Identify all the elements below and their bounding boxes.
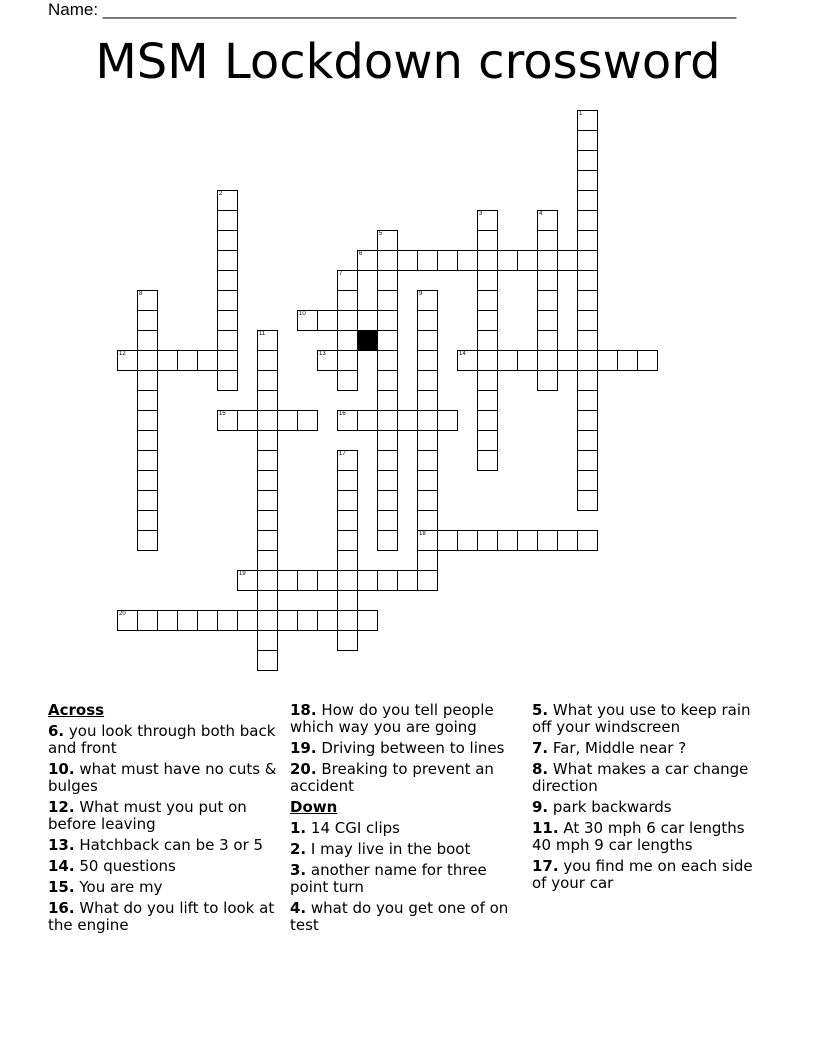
grid-cell[interactable] xyxy=(297,410,318,431)
grid-cell[interactable] xyxy=(257,550,278,571)
grid-cell[interactable] xyxy=(137,610,158,631)
name-field-label: Name: ___________________________________________________________________ xyxy=(48,0,737,19)
grid-cell[interactable] xyxy=(577,250,598,271)
grid-cell[interactable] xyxy=(397,410,418,431)
black-square xyxy=(357,330,378,351)
across-clue-18: 18. How do you tell people which way you are going xyxy=(290,701,494,736)
grid-cell[interactable] xyxy=(337,310,358,331)
grid-cell[interactable] xyxy=(577,370,598,391)
grid-cell[interactable] xyxy=(537,350,558,371)
clue-number-6: 6 xyxy=(359,251,363,257)
clue-number-17: 17 xyxy=(339,451,346,457)
grid-cell[interactable] xyxy=(237,610,258,631)
grid-cell[interactable] xyxy=(577,530,598,551)
grid-cell[interactable] xyxy=(417,250,438,271)
grid-cell[interactable] xyxy=(577,190,598,211)
grid-cell[interactable] xyxy=(477,450,498,471)
clue-number-11: 11 xyxy=(259,331,266,337)
grid-cell[interactable] xyxy=(257,490,278,511)
grid-cell[interactable] xyxy=(417,470,438,491)
grid-cell[interactable] xyxy=(257,390,278,411)
clue-number-16: 16 xyxy=(339,411,346,417)
grid-cell[interactable] xyxy=(157,350,178,371)
down-clue-7: 7. Far, Middle near ? xyxy=(532,739,687,757)
grid-cell[interactable] xyxy=(577,210,598,231)
grid-cell[interactable] xyxy=(557,250,578,271)
grid-cell[interactable] xyxy=(437,530,458,551)
grid-cell[interactable] xyxy=(577,150,598,171)
grid-cell[interactable] xyxy=(417,510,438,531)
down-clue-11: 11. At 30 mph 6 car lengths 40 mph 9 car lengths xyxy=(532,819,745,854)
grid-cell[interactable] xyxy=(377,410,398,431)
grid-cell[interactable] xyxy=(577,330,598,351)
grid-cell[interactable] xyxy=(537,370,558,391)
grid-cell[interactable] xyxy=(477,350,498,371)
across-clue-16: 16. What do you lift to look at the engine xyxy=(48,899,275,934)
grid-cell[interactable] xyxy=(257,530,278,551)
grid-cell[interactable] xyxy=(457,530,478,551)
grid-cell[interactable] xyxy=(417,390,438,411)
down-clue-3: 3. another name for three point turn xyxy=(290,861,487,896)
grid-cell[interactable] xyxy=(577,490,598,511)
grid-cell[interactable] xyxy=(257,510,278,531)
grid-cell[interactable] xyxy=(237,410,258,431)
grid-cell[interactable] xyxy=(577,170,598,191)
clue-number-13: 13 xyxy=(319,351,326,357)
grid-cell[interactable] xyxy=(137,490,158,511)
grid-cell[interactable] xyxy=(497,350,518,371)
grid-cell[interactable] xyxy=(537,270,558,291)
down-heading: Down xyxy=(290,798,338,816)
grid-cell[interactable] xyxy=(417,550,438,571)
clue-number-2: 2 xyxy=(219,191,223,197)
clue-number-12: 12 xyxy=(119,351,126,357)
across-clue-13: 13. Hatchback can be 3 or 5 xyxy=(48,836,264,854)
grid-cell[interactable] xyxy=(257,590,278,611)
grid-cell[interactable] xyxy=(377,490,398,511)
grid-cell[interactable] xyxy=(577,130,598,151)
grid-cell[interactable] xyxy=(217,350,238,371)
grid-cell[interactable] xyxy=(377,470,398,491)
grid-cell[interactable] xyxy=(337,510,358,531)
grid-cell[interactable] xyxy=(257,570,278,591)
grid-cell[interactable] xyxy=(217,270,238,291)
grid-cell[interactable] xyxy=(417,570,438,591)
clue-number-9: 9 xyxy=(419,291,423,297)
down-clue-9: 9. park backwards xyxy=(532,798,672,816)
grid-cell[interactable] xyxy=(377,290,398,311)
grid-cell[interactable] xyxy=(377,390,398,411)
grid-cell[interactable] xyxy=(537,530,558,551)
grid-cell[interactable] xyxy=(417,430,438,451)
grid-cell[interactable] xyxy=(417,330,438,351)
grid-cell[interactable] xyxy=(517,250,538,271)
grid-cell[interactable] xyxy=(397,250,418,271)
grid-cell[interactable] xyxy=(537,310,558,331)
grid-cell[interactable] xyxy=(257,450,278,471)
grid-cell[interactable] xyxy=(577,450,598,471)
across-clue-12: 12. What must you put on before leaving xyxy=(48,798,247,833)
grid-cell[interactable] xyxy=(357,570,378,591)
down-clue-1: 1. 14 CGI clips xyxy=(290,819,400,837)
clue-number-8: 8 xyxy=(139,291,143,297)
grid-cell[interactable] xyxy=(337,610,358,631)
grid-cell[interactable] xyxy=(577,430,598,451)
grid-cell[interactable] xyxy=(257,410,278,431)
grid-cell[interactable] xyxy=(377,530,398,551)
clue-number-3: 3 xyxy=(479,211,483,217)
grid-cell[interactable] xyxy=(217,230,238,251)
grid-cell[interactable] xyxy=(217,310,238,331)
grid-cell[interactable] xyxy=(517,530,538,551)
grid-cell[interactable] xyxy=(517,350,538,371)
grid-cell[interactable] xyxy=(337,370,358,391)
grid-cell[interactable] xyxy=(257,470,278,491)
grid-cell[interactable] xyxy=(137,310,158,331)
grid-cell[interactable] xyxy=(477,430,498,451)
grid-cell[interactable] xyxy=(477,310,498,331)
grid-cell[interactable] xyxy=(477,530,498,551)
down-clue-5: 5. What you use to keep rain off your windscreen xyxy=(532,701,751,736)
across-heading: Across xyxy=(48,701,105,719)
grid-cell[interactable] xyxy=(417,350,438,371)
grid-cell[interactable] xyxy=(477,230,498,251)
grid-cell[interactable] xyxy=(337,550,358,571)
grid-cell[interactable] xyxy=(357,610,378,631)
grid-cell[interactable] xyxy=(197,610,218,631)
down-clue-4: 4. what do you get one of on test xyxy=(290,899,509,934)
grid-cell[interactable] xyxy=(137,430,158,451)
grid-cell[interactable] xyxy=(397,570,418,591)
grid-cell[interactable] xyxy=(137,410,158,431)
grid-cell[interactable] xyxy=(377,350,398,371)
grid-cell[interactable] xyxy=(577,310,598,331)
grid-cell[interactable] xyxy=(297,610,318,631)
grid-cell[interactable] xyxy=(337,630,358,651)
grid-cell[interactable] xyxy=(257,430,278,451)
clue-number-4: 4 xyxy=(539,211,543,217)
down-clue-8: 8. What makes a car change direction xyxy=(532,760,749,795)
grid-cell[interactable] xyxy=(137,390,158,411)
grid-cell[interactable] xyxy=(217,370,238,391)
clue-column-3 xyxy=(532,700,764,892)
grid-cell[interactable] xyxy=(337,490,358,511)
grid-cell[interactable] xyxy=(317,610,338,631)
grid-cell[interactable] xyxy=(317,570,338,591)
grid-cell[interactable] xyxy=(217,250,238,271)
across-clue-14: 14. 50 questions xyxy=(48,857,176,875)
grid-cell[interactable] xyxy=(577,390,598,411)
clue-number-15: 15 xyxy=(219,411,226,417)
grid-cell[interactable] xyxy=(297,570,318,591)
grid-cell[interactable] xyxy=(337,590,358,611)
grid-cell[interactable] xyxy=(137,350,158,371)
grid-cell[interactable] xyxy=(437,410,458,431)
grid-cell[interactable] xyxy=(257,650,278,671)
grid-cell[interactable] xyxy=(217,290,238,311)
grid-cell[interactable] xyxy=(477,290,498,311)
grid-cell[interactable] xyxy=(537,290,558,311)
grid-cell[interactable] xyxy=(377,510,398,531)
grid-cell[interactable] xyxy=(417,450,438,471)
grid-cell[interactable] xyxy=(637,350,658,371)
grid-cell[interactable] xyxy=(357,410,378,431)
grid-cell[interactable] xyxy=(137,470,158,491)
grid-cell[interactable] xyxy=(557,530,578,551)
grid-cell[interactable] xyxy=(217,330,238,351)
grid-cell[interactable] xyxy=(577,270,598,291)
grid-cell[interactable] xyxy=(137,330,158,351)
grid-cell[interactable] xyxy=(137,530,158,551)
grid-cell[interactable] xyxy=(157,610,178,631)
grid-cell[interactable] xyxy=(337,290,358,311)
grid-cell[interactable] xyxy=(177,350,198,371)
grid-cell[interactable] xyxy=(497,530,518,551)
grid-cell[interactable] xyxy=(377,370,398,391)
clue-number-20: 20 xyxy=(119,611,126,617)
grid-cell[interactable] xyxy=(337,530,358,551)
grid-cell[interactable] xyxy=(177,610,198,631)
page-title: MSM Lockdown crossword xyxy=(95,34,721,90)
across-clue-15: 15. You are my xyxy=(48,878,163,896)
grid-cell[interactable] xyxy=(257,370,278,391)
clue-column-2 xyxy=(290,700,522,934)
grid-cell[interactable] xyxy=(577,230,598,251)
across-clue-19: 19. Driving between to lines xyxy=(290,739,505,757)
grid-cell[interactable] xyxy=(437,250,458,271)
clue-column-1 xyxy=(48,700,280,934)
clue-number-10: 10 xyxy=(299,311,306,317)
grid-cell[interactable] xyxy=(537,330,558,351)
grid-cell[interactable] xyxy=(417,370,438,391)
grid-cell[interactable] xyxy=(277,570,298,591)
across-clue-10: 10. what must have no cuts & bulges xyxy=(48,760,277,795)
grid-cell[interactable] xyxy=(317,310,338,331)
grid-cell[interactable] xyxy=(337,330,358,351)
grid-cell[interactable] xyxy=(417,310,438,331)
clue-number-1: 1 xyxy=(579,111,583,117)
grid-cell[interactable] xyxy=(197,350,218,371)
grid-cell[interactable] xyxy=(577,350,598,371)
grid-cell[interactable] xyxy=(617,350,638,371)
grid-cell[interactable] xyxy=(257,630,278,651)
grid-cell[interactable] xyxy=(337,570,358,591)
grid-cell[interactable] xyxy=(477,390,498,411)
grid-cell[interactable] xyxy=(577,410,598,431)
across-clue-20: 20. Breaking to prevent an accident xyxy=(290,760,494,795)
grid-cell[interactable] xyxy=(377,310,398,331)
grid-cell[interactable] xyxy=(377,570,398,591)
grid-cell[interactable] xyxy=(477,330,498,351)
clue-number-7: 7 xyxy=(339,271,343,277)
down-clue-17: 17. you find me on each side of your car xyxy=(532,857,753,892)
clue-number-14: 14 xyxy=(459,351,466,357)
grid-cell[interactable] xyxy=(217,610,238,631)
grid-cell[interactable] xyxy=(137,370,158,391)
down-clue-2: 2. I may live in the boot xyxy=(290,840,471,858)
clue-number-18: 18 xyxy=(419,531,426,537)
grid-cell[interactable] xyxy=(477,270,498,291)
grid-cell[interactable] xyxy=(497,250,518,271)
grid-cell[interactable] xyxy=(417,410,438,431)
grid-cell[interactable] xyxy=(217,210,238,231)
clue-number-5: 5 xyxy=(379,231,383,237)
grid-cell[interactable] xyxy=(377,330,398,351)
grid-cell[interactable] xyxy=(277,410,298,431)
grid-cell[interactable] xyxy=(417,490,438,511)
grid-cell[interactable] xyxy=(477,410,498,431)
grid-cell[interactable] xyxy=(457,250,478,271)
grid-cell[interactable] xyxy=(377,250,398,271)
grid-cell[interactable] xyxy=(257,610,278,631)
grid-cell[interactable] xyxy=(337,350,358,371)
grid-cell[interactable] xyxy=(537,250,558,271)
grid-cell[interactable] xyxy=(557,350,578,371)
grid-cell[interactable] xyxy=(337,470,358,491)
grid-cell[interactable] xyxy=(537,230,558,251)
grid-cell[interactable] xyxy=(377,430,398,451)
grid-cell[interactable] xyxy=(357,310,378,331)
grid-cell[interactable] xyxy=(577,470,598,491)
grid-cell[interactable] xyxy=(477,370,498,391)
grid-cell[interactable] xyxy=(577,290,598,311)
grid-cell[interactable] xyxy=(377,450,398,471)
grid-cell[interactable] xyxy=(477,250,498,271)
grid-cell[interactable] xyxy=(277,610,298,631)
grid-cell[interactable] xyxy=(377,270,398,291)
clue-number-19: 19 xyxy=(239,571,246,577)
grid-cell[interactable] xyxy=(137,450,158,471)
grid-cell[interactable] xyxy=(597,350,618,371)
grid-cell[interactable] xyxy=(137,510,158,531)
grid-cell[interactable] xyxy=(257,350,278,371)
across-clue-6: 6. you look through both back and front xyxy=(48,722,276,757)
